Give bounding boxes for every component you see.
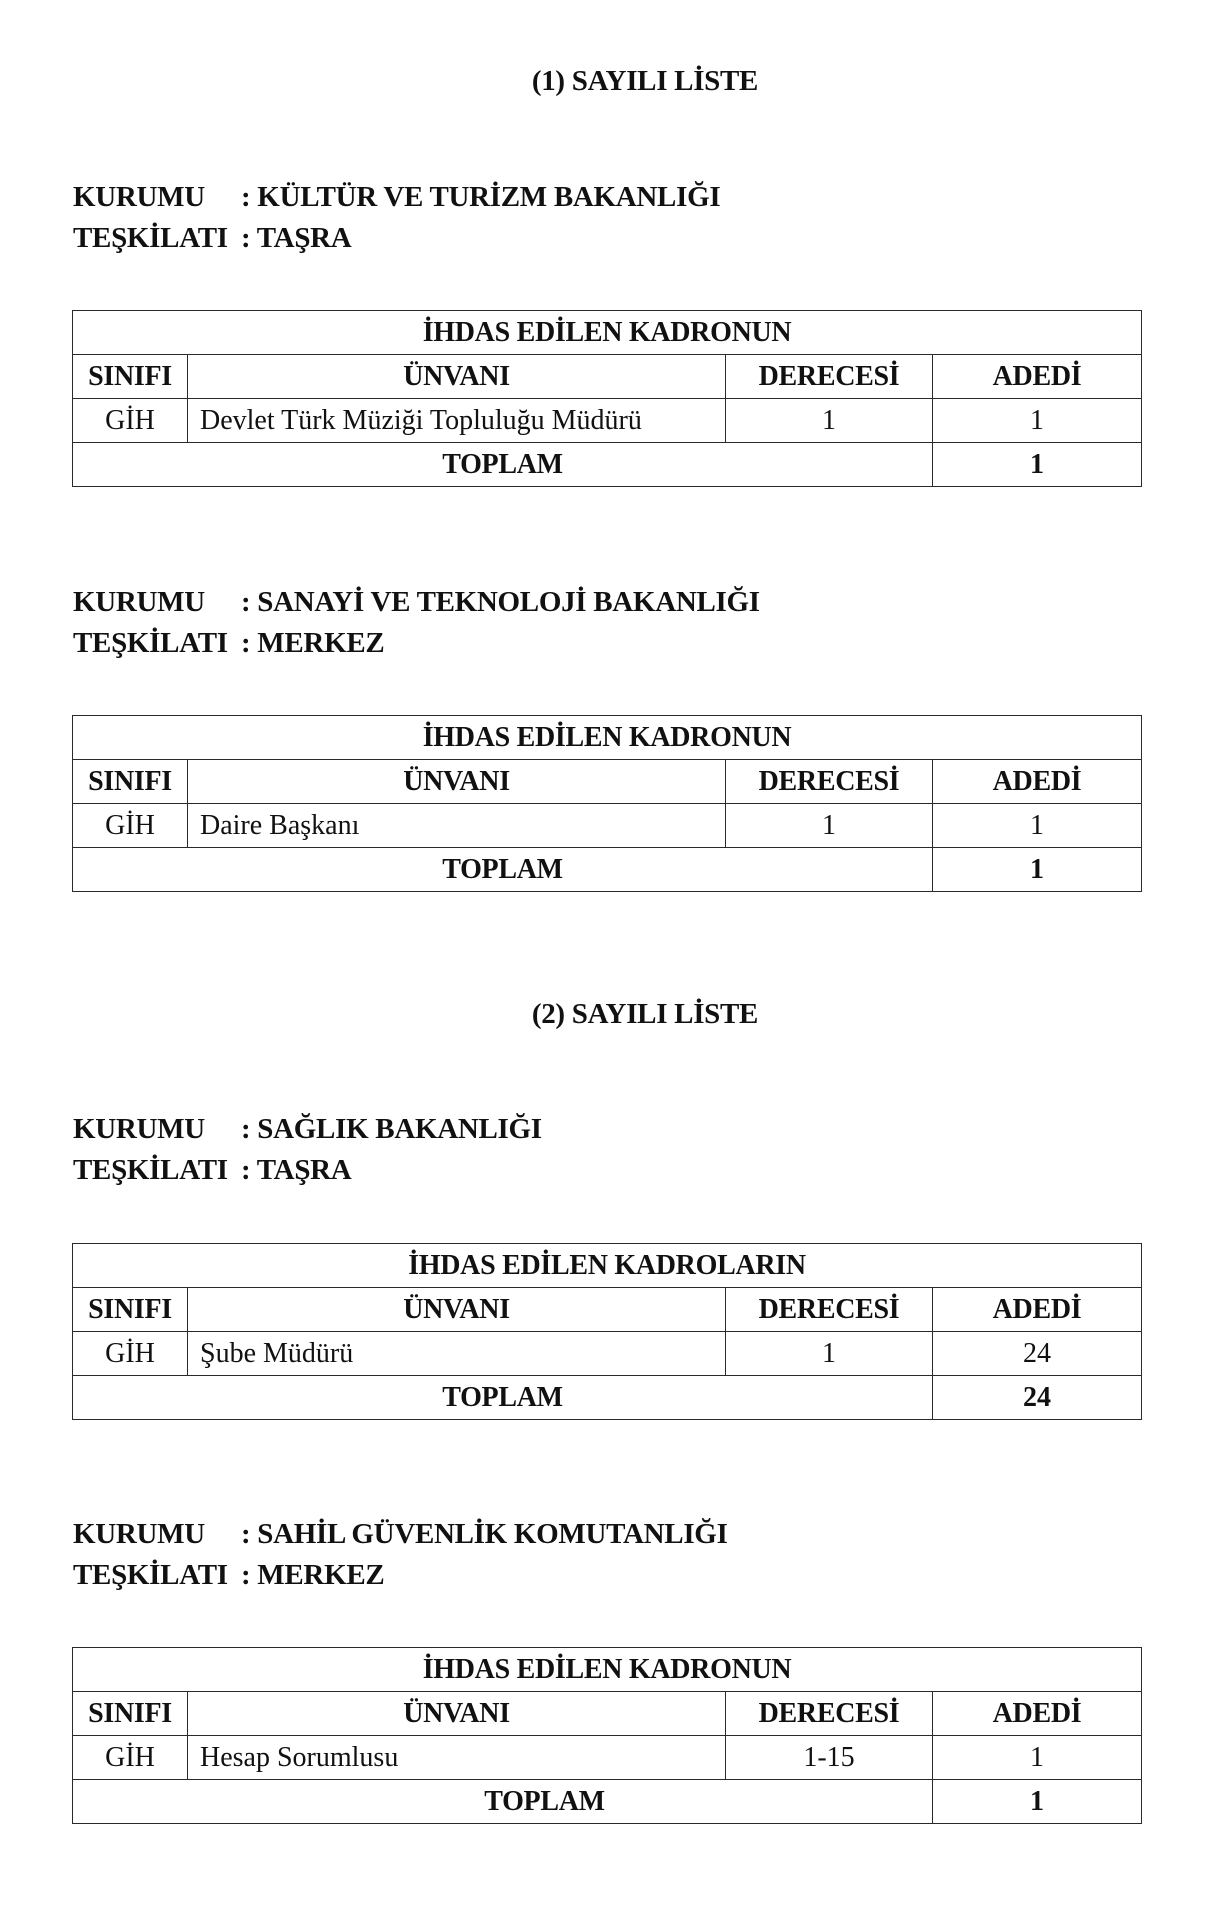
kadro-table-1 xyxy=(72,310,1142,487)
teskilati-value: : TAŞRA xyxy=(241,1154,352,1186)
column-header-row xyxy=(73,355,1142,399)
cell-derecesi: 1 xyxy=(726,399,933,443)
column-header-derecesi: DERECESİ xyxy=(726,1692,933,1736)
column-header-derecesi: DERECESİ xyxy=(726,1288,933,1332)
column-header-adedi: ADEDİ xyxy=(933,1288,1142,1332)
cell-adedi: 1 xyxy=(933,399,1142,443)
cell-unvani: Daire Başkanı xyxy=(188,804,726,848)
section-1-meta xyxy=(73,177,720,259)
column-header-derecesi: DERECESİ xyxy=(726,355,933,399)
column-header-adedi: ADEDİ xyxy=(933,760,1142,804)
cell-derecesi: 1 xyxy=(726,1332,933,1376)
column-header-sinifi: SINIFI xyxy=(73,355,188,399)
teskilati-value: : MERKEZ xyxy=(241,1559,385,1591)
total-label: TOPLAM xyxy=(73,1376,933,1420)
kurumu-value: : SAHİL GÜVENLİK KOMUTANLIĞI xyxy=(241,1518,728,1550)
teskilati-label: TEŞKİLATI xyxy=(73,1154,228,1186)
cell-derecesi: 1-15 xyxy=(726,1736,933,1780)
kurumu-value: : SANAYİ VE TEKNOLOJİ BAKANLIĞI xyxy=(241,586,760,618)
section-3-meta xyxy=(73,1109,542,1191)
cell-sinifi: GİH xyxy=(73,1332,188,1376)
total-row xyxy=(73,1780,1142,1824)
kadro-table-2 xyxy=(72,715,1142,892)
cell-sinifi: GİH xyxy=(73,1736,188,1780)
kurumu-value: : SAĞLIK BAKANLIĞI xyxy=(241,1113,542,1145)
column-header-unvani: ÜNVANI xyxy=(188,1288,726,1332)
teskilati-label: TEŞKİLATI xyxy=(73,627,228,659)
total-row xyxy=(73,1376,1142,1420)
column-header-sinifi: SINIFI xyxy=(73,1288,188,1332)
teskilati-label: TEŞKİLATI xyxy=(73,222,228,254)
cell-sinifi: GİH xyxy=(73,399,188,443)
kadro-table-3 xyxy=(72,1243,1142,1420)
kadro-table-4 xyxy=(72,1647,1142,1824)
kurumu-label: KURUMU xyxy=(73,586,205,618)
cell-unvani: Hesap Sorumlusu xyxy=(188,1736,726,1780)
total-value: 1 xyxy=(933,848,1142,892)
column-header-row xyxy=(73,1692,1142,1736)
column-header-unvani: ÜNVANI xyxy=(188,760,726,804)
cell-adedi: 1 xyxy=(933,804,1142,848)
total-row xyxy=(73,443,1142,487)
total-value: 1 xyxy=(933,443,1142,487)
table-title: İHDAS EDİLEN KADROLARIN xyxy=(73,1244,1142,1288)
cell-sinifi: GİH xyxy=(73,804,188,848)
list-title-1: (1) SAYILI LİSTE xyxy=(531,65,759,97)
cell-adedi: 1 xyxy=(933,1736,1142,1780)
total-row xyxy=(73,848,1142,892)
total-value: 24 xyxy=(933,1376,1142,1420)
list-title-2: (2) SAYILI LİSTE xyxy=(531,998,759,1030)
column-header-sinifi: SINIFI xyxy=(73,1692,188,1736)
table-row xyxy=(73,1736,1142,1780)
cell-adedi: 24 xyxy=(933,1332,1142,1376)
table-title: İHDAS EDİLEN KADRONUN xyxy=(73,716,1142,760)
total-label: TOPLAM xyxy=(73,848,933,892)
section-4-meta xyxy=(73,1514,728,1596)
cell-derecesi: 1 xyxy=(726,804,933,848)
table-row xyxy=(73,804,1142,848)
cell-unvani: Şube Müdürü xyxy=(188,1332,726,1376)
column-header-derecesi: DERECESİ xyxy=(726,760,933,804)
column-header-unvani: ÜNVANI xyxy=(188,355,726,399)
column-header-adedi: ADEDİ xyxy=(933,355,1142,399)
section-2-meta xyxy=(73,582,760,664)
teskilati-value: : TAŞRA xyxy=(241,222,352,254)
total-label: TOPLAM xyxy=(73,1780,933,1824)
column-header-unvani: ÜNVANI xyxy=(188,1692,726,1736)
column-header-row xyxy=(73,760,1142,804)
table-title: İHDAS EDİLEN KADRONUN xyxy=(73,1648,1142,1692)
teskilati-label: TEŞKİLATI xyxy=(73,1559,228,1591)
kurumu-value: : KÜLTÜR VE TURİZM BAKANLIĞI xyxy=(241,181,721,213)
column-header-adedi: ADEDİ xyxy=(933,1692,1142,1736)
table-title: İHDAS EDİLEN KADRONUN xyxy=(73,311,1142,355)
teskilati-value: : MERKEZ xyxy=(241,627,385,659)
total-label: TOPLAM xyxy=(73,443,933,487)
kurumu-label: KURUMU xyxy=(73,181,205,213)
table-row xyxy=(73,399,1142,443)
cell-unvani: Devlet Türk Müziği Topluluğu Müdürü xyxy=(188,399,726,443)
table-row xyxy=(73,1332,1142,1376)
column-header-sinifi: SINIFI xyxy=(73,760,188,804)
total-value: 1 xyxy=(933,1780,1142,1824)
column-header-row xyxy=(73,1288,1142,1332)
kurumu-label: KURUMU xyxy=(73,1113,205,1145)
kurumu-label: KURUMU xyxy=(73,1518,205,1550)
